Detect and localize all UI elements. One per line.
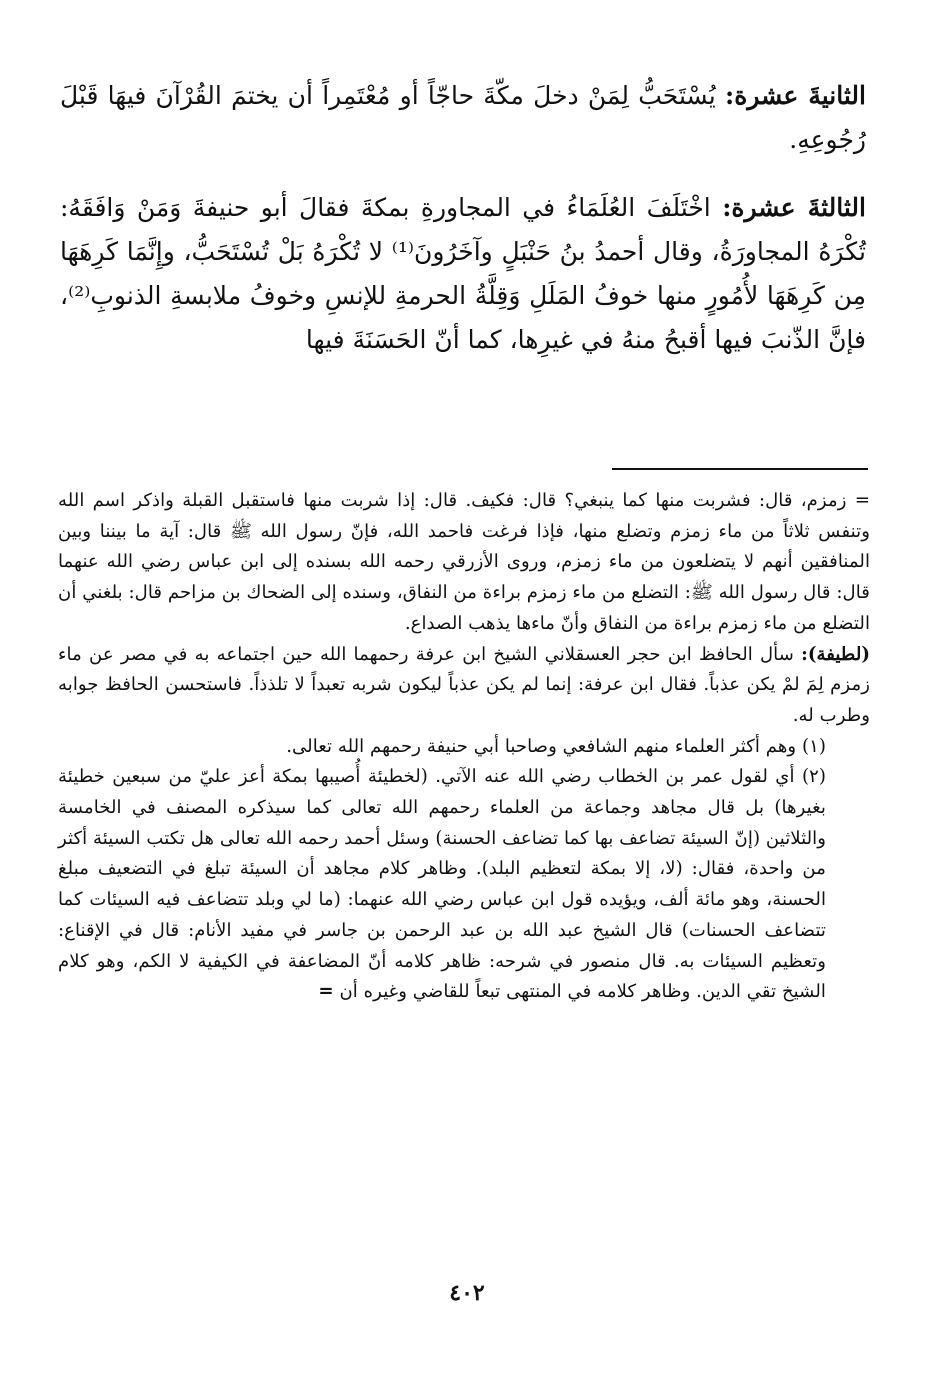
main-text bbox=[60, 74, 866, 386]
footnote-continuation: = زمزم، قال: فشربت منها كما ينبغي؟ قال: فكيف. قال: إذا شربت منها فاستقبل القبلة واذكر اسم الله وتنفس ثلاثاً من ماء زمزم وتضلع منها، فإذا فرغت فاحمد الله، فإنّ رسول الله ﷺ قال: آية ما بيننا وبين المنافقين أنهم لا يتضلعون من ماء زمزم، وروى الأزرقي رحمه الله بسنده إلى ابن عباس رضي الله عنهما قال: قال رسول الله ﷺ: التضلع من ماء زمزم براءة من النفاق، وسنده إلى الضحاك بن مزاحم قال: بلغني أن التضلع من ماء زمزم براءة من النفاق وأنّ ماءها يذهب الصداع. bbox=[58, 490, 870, 634]
footnotes bbox=[58, 486, 870, 1008]
paragraph-thirteenth bbox=[60, 186, 866, 362]
latifa-label: (لطيفة): bbox=[801, 643, 870, 665]
page-number: ٤٠٢ bbox=[449, 1280, 485, 1306]
footnote-body: وهم أكثر العلماء منهم الشافعي وصاحبا أبي حنيفة رحمهم الله تعالى. bbox=[286, 735, 797, 757]
paragraph-twelfth bbox=[60, 74, 866, 162]
footnote-1 bbox=[58, 732, 870, 763]
paragraph-label: الثالثةَ عشرة: bbox=[722, 193, 866, 222]
footnote-2 bbox=[58, 762, 870, 1008]
paragraph-label: الثانيةَ عشرة: bbox=[725, 81, 866, 110]
footnote-number: (٢) bbox=[802, 766, 826, 788]
paragraph-body: يُسْتَحَبُّ لِمَنْ دخلَ مكّةَ حاجّاً أو مُعْتَمِراً أن يختمَ القُرْآنَ فيهَا قَبْلَ رُجُوعِهِ. bbox=[60, 81, 866, 154]
latifa-body: سأل الحافظ ابن حجر العسقلاني الشيخ ابن عرفة رحمهما الله حين اجتماعه به في مصر عن ماء زمزم لِمَ لمْ يكن عذباً. فقال ابن عرفة: إنما لم يكن عذباً ليكون شربه تعبداً لا تلذذاً. فاستحسن الحافظ جوابه وطرب له. bbox=[58, 643, 870, 726]
paragraph-body: اخْتَلَفَ العُلَمَاءُ في المجاورةِ بمكةَ فقالَ أبو حنيفةَ وَمَنْ وَافَقَهُ: تُكْرَهُ المجاورَةُ، وقال أحمدُ بنُ حَنْبَلٍ وآخَرُونَ⁽¹⁾ لا تُكْرَهُ بَلْ تُسْتَحَبُّ، وإِنَّمَا كَرِهَهَا مِن كَرِهَهَا لأُمُورٍ منها خوفُ المَلَلِ وَقِلَّةُ الحرمةِ للإنسِ وخوفُ ملابسةِ الذنوبِ⁽²⁾، فإنَّ الذّنبَ فيها أقبحُ منهُ في غيرِها، كما أنّ الحَسَنَةَ فيها bbox=[60, 193, 866, 354]
footnote-latifa bbox=[58, 640, 870, 732]
footnote-body: أي لقول عمر بن الخطاب رضي الله عنه الآتي. (لخطيئة أُصيبها بمكة أعز عليّ من سبعين خطيئة بغيرها) بل قال مجاهد وجماعة من العلماء رحمهم الله تعالى كما سيذكره المصنف في الخامسة والثلاثين (إنّ السيئة تضاعف بها كما تضاعف الحسنة) وسئل أحمد رحمه الله تعالى هل تكتب السيئة أكثر من واحدة، فقال: (لا، إلا بمكة لتعظيم البلد). وظاهر كلام مجاهد أن السيئة تبلغ في التضعيف مبلغ الحسنة، وهو مائة ألف، ويؤيده قول ابن عباس رضي الله عنهما: (ما لي وبلد تتضاعف فيه السيئات كما تتضاعف الحسنات) قال الشيخ عبد الله بن عبد الرحمن بن جاسر في مفيد الأنام: قال في الإقناع: وتعظيم السيئات به. قال منصور في شرحه: ظاهر كلامه أنّ المضاعفة في الكيفية لا الكم، وهو كلام الشيخ تقي الدين. وظاهر كلامه في المنتهى تبعاً للقاضي وغيره أن bbox=[58, 766, 826, 1003]
footnote-divider bbox=[612, 468, 868, 470]
continuation-mark: = bbox=[318, 981, 334, 1003]
footnote-number: (١) bbox=[802, 735, 826, 757]
